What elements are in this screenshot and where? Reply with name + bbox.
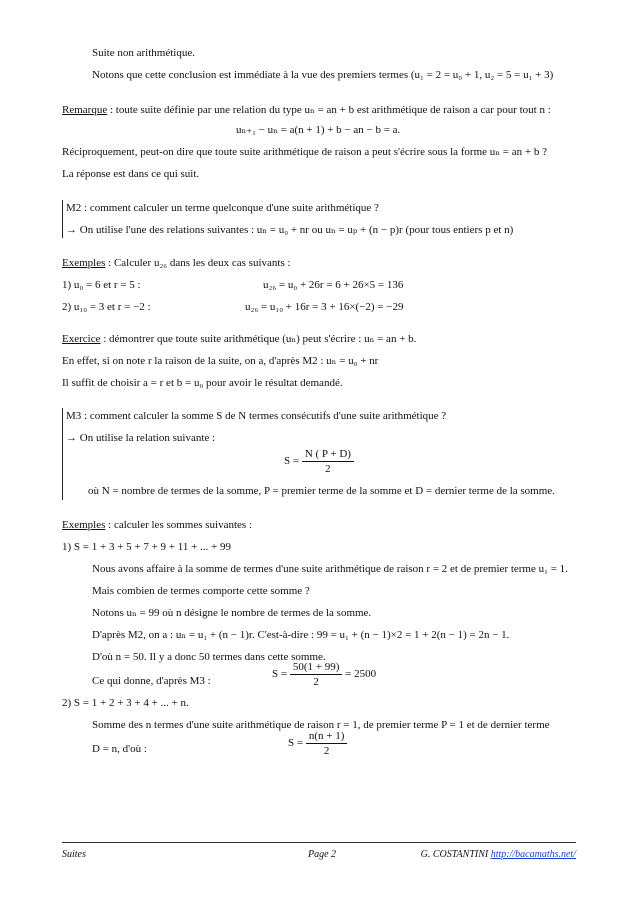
exercise-text: : démontrer que toute suite arithmétique (uₙ) peut s'écrire : uₙ = an + b. — [100, 333, 417, 345]
fraction — [290, 660, 343, 689]
footer-author-name: G. COSTANTINI — [420, 849, 489, 860]
fraction-denominator: 2 — [313, 676, 319, 688]
footer-page-number: Page 2 — [308, 849, 337, 860]
text-line: D'où n = 50. Il y a donc 50 termes dans cette somme. — [92, 651, 326, 663]
sum-formula — [284, 447, 354, 476]
formula-rhs: = 2500 — [345, 668, 377, 681]
text-line: Il suffit de choisir a = r et b = u₀ pour avoir le résultat demandé. — [62, 377, 343, 389]
example-sum: 1) S = 1 + 3 + 5 + 7 + 9 + 11 + ... + 99 — [62, 541, 232, 553]
examples-label: Exemples — [62, 257, 106, 269]
text-line: Somme des n termes d'une suite arithmétique de raison r = 1, de premier terme P = 1 et de dernier terme — [92, 719, 550, 731]
examples-text: : calculer les sommes suivantes : — [105, 519, 253, 531]
method-rule: → On utilise la relation suivante : — [66, 432, 216, 444]
footer-author — [421, 849, 576, 860]
formula-lhs: S = — [288, 737, 304, 750]
example-result: u₂₆ = u₁₀ + 16r = 3 + 16×(−2) = −29 — [245, 301, 404, 313]
text-line: Ce qui donne, d'après M3 : — [92, 675, 211, 687]
fraction — [306, 729, 348, 758]
method-rule: → On utilise l'une des relations suivantes : uₙ = u₀ + nr ou uₙ = uₚ + (n − p)r (pour tous entiers p et n) — [66, 224, 514, 236]
method-title: M2 : comment calculer un terme quelconque d'une suite arithmétique ? — [66, 202, 379, 214]
sum-formula — [288, 729, 347, 758]
formula-lhs: S = — [284, 455, 300, 468]
remark-paragraph — [62, 103, 551, 117]
text-line: D'après M2, on a : uₙ = u₁ + (n − 1)r. C'est-à-dire : 99 = u₁ + (n − 1)×2 = 1 + 2(n − 1) = 2n − 1. — [92, 629, 510, 641]
text-line: En effet, si on note r la raison de la suite, on a, d'après M2 : uₙ = u₀ + nr — [62, 355, 379, 367]
fraction-denominator: 2 — [323, 745, 330, 757]
method-title: M3 : comment calculer la somme S de N termes consécutifs d'une suite arithmétique ? — [66, 410, 447, 422]
text-line: Mais combien de termes comporte cette somme ? — [92, 585, 310, 597]
fraction-numerator: N ( P + D) — [302, 447, 354, 462]
examples-label: Exemples — [62, 519, 106, 531]
text-line: Notons uₙ = 99 où n désigne le nombre de termes de la somme. — [92, 607, 372, 619]
fraction-numerator: 50(1 + 99) — [290, 660, 343, 675]
examples-heading — [62, 518, 252, 532]
formula-lhs: S = — [272, 668, 288, 681]
text-line: Nous avons affaire à la somme de termes d'une suite arithmétique de raison r = 2 et de premier terme u₁ = 1. — [92, 563, 568, 575]
text-line: D = n, d'où : — [92, 743, 147, 755]
method-box-border — [62, 408, 63, 500]
remark-text: : toute suite définie par une relation du type uₙ = an + b est arithmétique de raison a car pour tout n : — [107, 104, 551, 116]
footer-section: Suites — [62, 849, 86, 860]
example-case: 1) u₀ = 6 et r = 5 : — [62, 279, 141, 291]
examples-heading — [62, 256, 291, 270]
method-box-border — [62, 200, 63, 238]
formula: uₙ₊₁ − uₙ = a(n + 1) + b − an − b = a. — [236, 124, 401, 136]
sum-result-formula — [272, 660, 376, 689]
exercise-heading — [62, 332, 416, 346]
example-case: 2) u₁₀ = 3 et r = −2 : — [62, 301, 151, 313]
remark-label: Remarque — [62, 104, 108, 116]
formula-legend: où N = nombre de termes de la somme, P = premier terme de la somme et D = dernier terme de la somme. — [88, 485, 555, 497]
fraction-denominator: 2 — [325, 463, 331, 475]
fraction — [302, 447, 354, 476]
text-line: Réciproquement, peut-on dire que toute suite arithmétique de raison a peut s'écrire sous la forme uₙ = an + b ? — [62, 146, 547, 158]
page-footer — [62, 842, 576, 859]
fraction-numerator: n(n + 1) — [306, 729, 348, 744]
text-line: Notons que cette conclusion est immédiate à la vue des premiers termes (u₁ = 2 = u₀ + 1, u₂ = 5 = u₁ + 3) — [92, 69, 554, 81]
text-line: Suite non arithmétique. — [92, 47, 195, 59]
example-result: u₂₆ = u₀ + 26r = 6 + 26×5 = 136 — [263, 279, 404, 291]
examples-text: : Calculer u₂₆ dans les deux cas suivants : — [105, 257, 291, 269]
footer-link[interactable]: http://bacamaths.net/ — [490, 849, 576, 860]
text-line: La réponse est dans ce qui suit. — [62, 168, 200, 180]
exercise-label: Exercice — [62, 333, 101, 345]
example-sum: 2) S = 1 + 2 + 3 + 4 + ... + n. — [62, 697, 189, 709]
